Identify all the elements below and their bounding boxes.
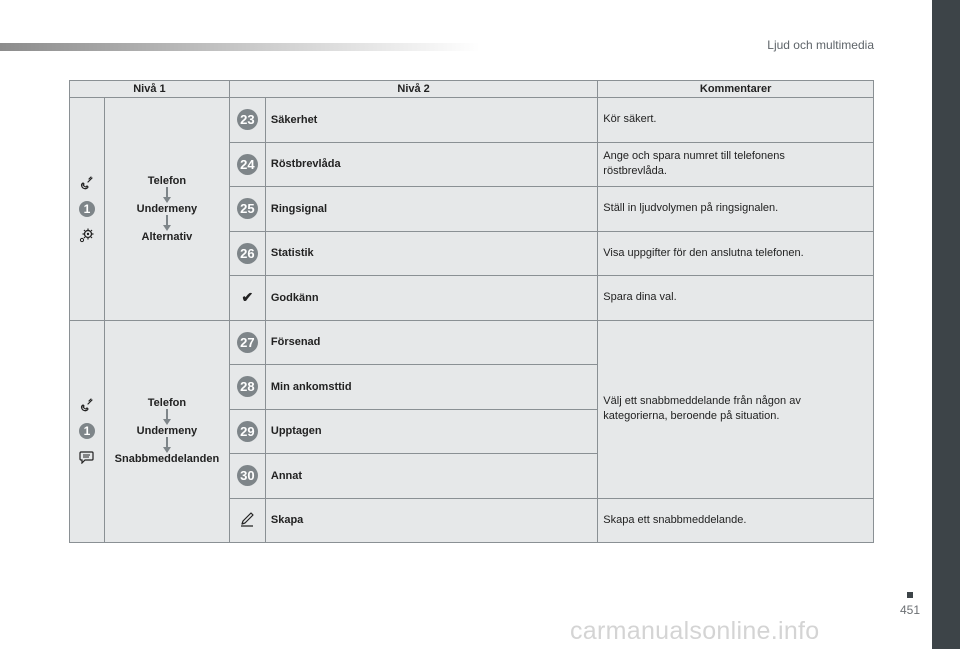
level-number-badge: 1 — [79, 201, 95, 217]
number-badge: 27 — [237, 332, 258, 353]
pencil-icon — [239, 518, 255, 530]
option-label: Skapa — [265, 498, 597, 543]
level1-menu-path-cell — [104, 98, 229, 321]
number-badge: 23 — [237, 109, 258, 130]
option-label: Min ankomsttid — [265, 365, 597, 410]
menu-table — [69, 80, 874, 543]
option-comment: Visa uppgifter för den anslutna telefonen. — [598, 231, 874, 276]
table-header-row — [70, 81, 874, 98]
option-comment: Spara dina val. — [598, 276, 874, 321]
option-comment: Skapa ett snabbmeddelande. — [598, 498, 874, 543]
table-row — [70, 98, 874, 143]
option-label: Säkerhet — [265, 98, 597, 143]
menu-path-step: Telefon — [147, 397, 187, 410]
option-comment: Välj ett snabbmeddelande från någon av kategorierna, beroende på situation. — [598, 320, 874, 498]
checkmark-icon: ✔ — [241, 289, 254, 306]
table-row — [70, 320, 874, 365]
level-number-badge: 1 — [79, 423, 95, 439]
option-label: Upptagen — [265, 409, 597, 454]
number-badge: 24 — [237, 154, 258, 175]
level1-icons-cell — [70, 98, 105, 321]
number-badge: 25 — [237, 198, 258, 219]
watermark: carmanualsonline.info — [570, 617, 820, 645]
option-label: Annat — [265, 454, 597, 499]
section-title: Ljud och multimedia — [767, 38, 874, 52]
level1-menu-path-cell — [104, 320, 229, 543]
arrow-down-icon — [164, 437, 170, 453]
side-band — [932, 0, 960, 649]
option-label: Godkänn — [265, 276, 597, 321]
option-comment: Ställ in ljudvolymen på ringsignalen. — [598, 187, 874, 232]
menu-path-step: Snabbmeddelanden — [114, 453, 220, 466]
column-header-level2: Nivå 2 — [229, 81, 597, 98]
page-marker — [907, 592, 913, 598]
number-badge: 30 — [237, 465, 258, 486]
arrow-down-icon — [164, 215, 170, 231]
option-label: Röstbrevlåda — [265, 142, 597, 187]
option-comment: Kör säkert. — [598, 98, 874, 143]
option-label: Försenad — [265, 320, 597, 365]
message-bubble-icon — [79, 449, 95, 465]
menu-path-step: Telefon — [147, 174, 187, 187]
column-header-comments: Kommentarer — [598, 81, 874, 98]
option-comment: Ange och spara numret till telefonens röstbrevlåda. — [598, 142, 874, 187]
arrow-down-icon — [164, 409, 170, 425]
arrow-down-icon — [164, 187, 170, 203]
option-label: Statistik — [265, 231, 597, 276]
option-label: Ringsignal — [265, 187, 597, 232]
page-number: 451 — [899, 603, 920, 617]
menu-path-step: Undermeny — [136, 202, 198, 215]
menu-path-step: Alternativ — [141, 230, 193, 243]
menu-path-step: Undermeny — [136, 425, 198, 438]
settings-gear-icon — [79, 227, 95, 243]
phone-icon — [79, 175, 95, 191]
number-badge: 28 — [237, 376, 258, 397]
phone-icon — [79, 397, 95, 413]
column-header-level1: Nivå 1 — [70, 81, 230, 98]
level1-icons-cell — [70, 320, 105, 543]
number-badge: 26 — [237, 243, 258, 264]
number-badge: 29 — [237, 421, 258, 442]
header-gradient-bar — [0, 43, 480, 51]
